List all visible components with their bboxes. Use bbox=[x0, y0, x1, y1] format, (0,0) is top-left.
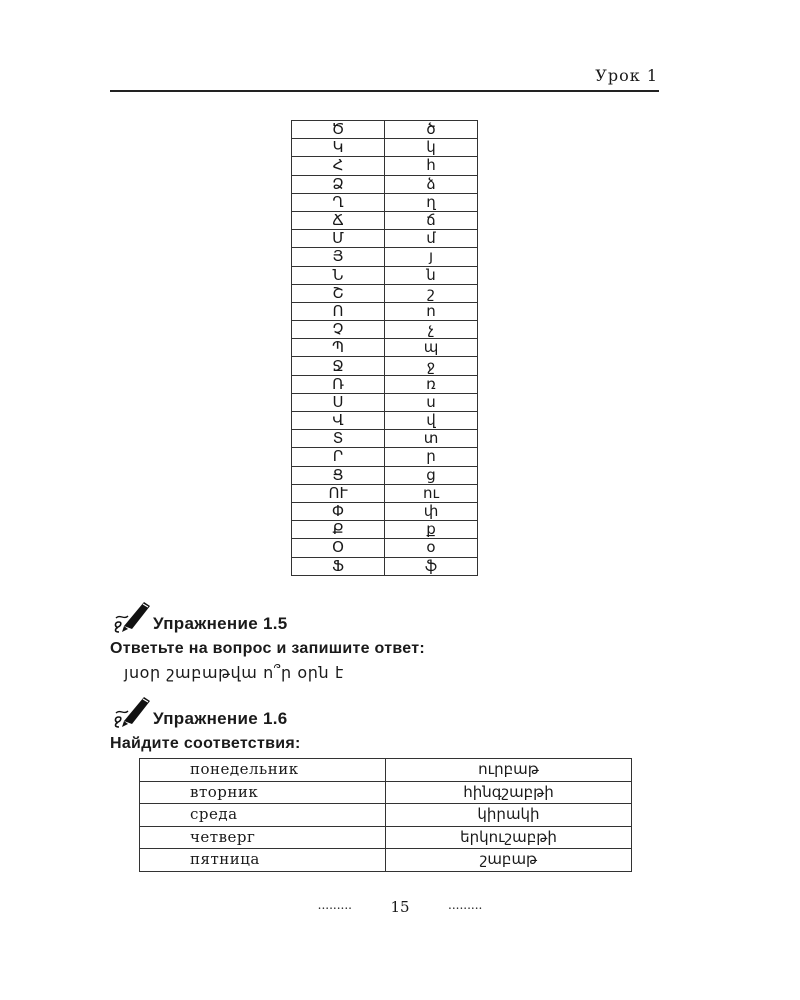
pen-icon bbox=[110, 598, 152, 634]
uppercase-letter: Ս bbox=[292, 393, 385, 411]
alphabet-row bbox=[292, 375, 478, 393]
russian-day: вторник bbox=[140, 781, 386, 804]
alphabet-row bbox=[292, 175, 478, 193]
uppercase-letter: Ջ bbox=[292, 357, 385, 375]
exercise-1-5-instruction: Ответьте на вопрос и запишите ответ: bbox=[110, 640, 426, 657]
uppercase-letter: Յ bbox=[292, 248, 385, 266]
lesson-title: Урок 1 bbox=[595, 66, 658, 85]
lowercase-letter: ֆ bbox=[385, 557, 478, 575]
lowercase-letter: ռ bbox=[385, 375, 478, 393]
lowercase-letter: տ bbox=[385, 430, 478, 448]
lowercase-letter: ու bbox=[385, 484, 478, 502]
matching-row bbox=[140, 781, 632, 804]
alphabet-row bbox=[292, 302, 478, 320]
lowercase-letter: ծ bbox=[385, 121, 478, 139]
uppercase-letter: Տ bbox=[292, 430, 385, 448]
footer-dots-right: ......... bbox=[448, 898, 483, 912]
exercise-1-6-heading bbox=[110, 693, 288, 729]
matching-table bbox=[139, 758, 632, 872]
lowercase-letter: ս bbox=[385, 393, 478, 411]
alphabet-row bbox=[292, 248, 478, 266]
uppercase-letter: Ձ bbox=[292, 175, 385, 193]
russian-day: понедельник bbox=[140, 759, 386, 782]
footer-dots-left: ......... bbox=[317, 898, 352, 912]
uppercase-letter: Ֆ bbox=[292, 557, 385, 575]
lowercase-letter: ջ bbox=[385, 357, 478, 375]
pen-icon bbox=[110, 693, 152, 729]
lowercase-letter: չ bbox=[385, 321, 478, 339]
alphabet-table bbox=[291, 120, 478, 576]
exercise-title: Упражнение 1.5 bbox=[153, 614, 288, 633]
russian-day: четверг bbox=[140, 826, 386, 849]
armenian-day: շաբաթ bbox=[386, 849, 632, 872]
page-footer bbox=[0, 898, 800, 916]
alphabet-row bbox=[292, 339, 478, 357]
lowercase-letter: շ bbox=[385, 284, 478, 302]
lowercase-letter: ք bbox=[385, 521, 478, 539]
lowercase-letter: ց bbox=[385, 466, 478, 484]
uppercase-letter: Չ bbox=[292, 321, 385, 339]
page-number: 15 bbox=[390, 898, 410, 916]
alphabet-row bbox=[292, 284, 478, 302]
matching-row bbox=[140, 849, 632, 872]
alphabet-row bbox=[292, 266, 478, 284]
russian-day: среда bbox=[140, 804, 386, 827]
matching-row bbox=[140, 804, 632, 827]
lowercase-letter: վ bbox=[385, 412, 478, 430]
matching-row bbox=[140, 759, 632, 782]
alphabet-row bbox=[292, 357, 478, 375]
lowercase-letter: հ bbox=[385, 157, 478, 175]
exercise-title: Упражнение 1.6 bbox=[153, 709, 288, 728]
exercise-1-5-question: յսօր շաբաթվա ո՞ր օրն է bbox=[124, 663, 344, 682]
lowercase-letter: պ bbox=[385, 339, 478, 357]
alphabet-row bbox=[292, 466, 478, 484]
uppercase-letter: Ր bbox=[292, 448, 385, 466]
uppercase-letter: Պ bbox=[292, 339, 385, 357]
uppercase-letter: Ղ bbox=[292, 193, 385, 211]
lowercase-letter: յ bbox=[385, 248, 478, 266]
uppercase-letter: Ց bbox=[292, 466, 385, 484]
lowercase-letter: ո bbox=[385, 302, 478, 320]
lowercase-letter: օ bbox=[385, 539, 478, 557]
alphabet-row bbox=[292, 139, 478, 157]
uppercase-letter: Ք bbox=[292, 521, 385, 539]
uppercase-letter: Ռ bbox=[292, 375, 385, 393]
uppercase-letter: Ո bbox=[292, 302, 385, 320]
lowercase-letter: ր bbox=[385, 448, 478, 466]
alphabet-row bbox=[292, 230, 478, 248]
alphabet-row bbox=[292, 484, 478, 502]
armenian-day: երկուշաբթի bbox=[386, 826, 632, 849]
uppercase-letter: Կ bbox=[292, 139, 385, 157]
lowercase-letter: մ bbox=[385, 230, 478, 248]
lowercase-letter: կ bbox=[385, 139, 478, 157]
armenian-day: կիրակի bbox=[386, 804, 632, 827]
uppercase-letter: Փ bbox=[292, 502, 385, 520]
alphabet-row bbox=[292, 393, 478, 411]
alphabet-row bbox=[292, 193, 478, 211]
alphabet-row bbox=[292, 121, 478, 139]
alphabet-row bbox=[292, 211, 478, 229]
lowercase-letter: ճ bbox=[385, 211, 478, 229]
russian-day: пятница bbox=[140, 849, 386, 872]
alphabet-row bbox=[292, 321, 478, 339]
uppercase-letter: Ճ bbox=[292, 211, 385, 229]
uppercase-letter: Մ bbox=[292, 230, 385, 248]
uppercase-letter: Օ bbox=[292, 539, 385, 557]
lowercase-letter: փ bbox=[385, 502, 478, 520]
alphabet-row bbox=[292, 430, 478, 448]
armenian-day: ուրբաթ bbox=[386, 759, 632, 782]
lowercase-letter: ձ bbox=[385, 175, 478, 193]
uppercase-letter: Շ bbox=[292, 284, 385, 302]
header-rule bbox=[110, 90, 659, 92]
alphabet-row bbox=[292, 539, 478, 557]
armenian-day: հինգշաբթի bbox=[386, 781, 632, 804]
exercise-1-6-instruction: Найдите соответствия: bbox=[110, 735, 301, 752]
uppercase-letter: ՈՒ bbox=[292, 484, 385, 502]
alphabet-row bbox=[292, 412, 478, 430]
uppercase-letter: Ծ bbox=[292, 121, 385, 139]
exercise-1-5-heading bbox=[110, 598, 288, 634]
uppercase-letter: Հ bbox=[292, 157, 385, 175]
alphabet-row bbox=[292, 448, 478, 466]
uppercase-letter: Վ bbox=[292, 412, 385, 430]
alphabet-row bbox=[292, 157, 478, 175]
matching-row bbox=[140, 826, 632, 849]
alphabet-row bbox=[292, 557, 478, 575]
lowercase-letter: ն bbox=[385, 266, 478, 284]
alphabet-row bbox=[292, 502, 478, 520]
lowercase-letter: ղ bbox=[385, 193, 478, 211]
uppercase-letter: Ն bbox=[292, 266, 385, 284]
alphabet-row bbox=[292, 521, 478, 539]
